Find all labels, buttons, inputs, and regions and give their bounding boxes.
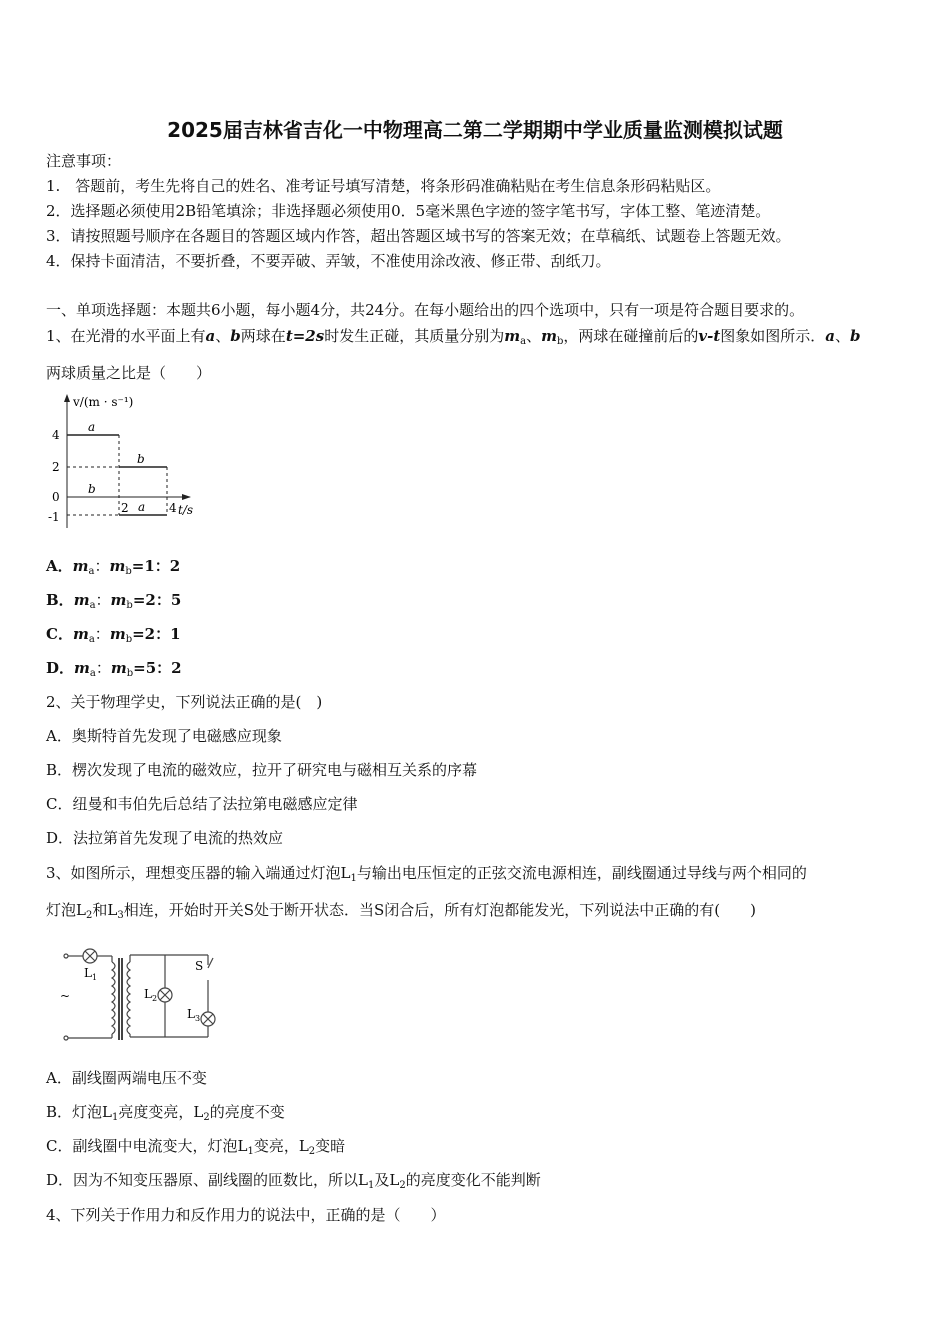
q3-stem-line1: 3、如图所示，理想变压器的输入端通过灯泡$L_1$与输出电压恒定的正弦交流电源相连，副线圈通过导线与两个相同的 xyxy=(46,864,807,884)
q3-option-a: A．副线圈两端电压不变 xyxy=(46,1069,207,1087)
note-item: 3．请按照题号顺序在各题目的答题区域内作答，超出答题区域书写的答案无效；在草稿纸、试题卷上答题无效。 xyxy=(46,227,791,245)
y-tick: 2 xyxy=(52,460,60,474)
label-b: b xyxy=(88,482,96,496)
q4-stem: 4、下列关于作用力和反作用力的说法中，正确的是（ ） xyxy=(46,1206,446,1224)
transformer-circuit xyxy=(50,940,230,1050)
switch-label: S xyxy=(195,959,204,973)
secondary-coil xyxy=(127,962,130,1034)
x-tick: 2 xyxy=(121,501,129,515)
q1-option-d: D．$m_a$：$m_b=5$：2 xyxy=(46,659,182,679)
label-a: a xyxy=(88,420,96,434)
l1-label: $L_1$ xyxy=(84,966,98,982)
ac-source-label: ~ xyxy=(60,989,71,1003)
section-heading: 一、单项选择题：本题共6小题，每小题4分，共24分。在每小题给出的四个选项中，只有一项是符合题目要求的。 xyxy=(46,301,805,319)
label-b: b xyxy=(137,452,145,466)
primary-coil xyxy=(112,962,115,1034)
q2-option-d: D．法拉第首先发现了电流的热效应 xyxy=(46,829,284,847)
x-axis-label: t/s xyxy=(178,503,194,517)
q3-option-d: D．因为不知变压器原、副线圈的匝数比，所以$L_1$及$L_2$的亮度变化不能判断 xyxy=(46,1171,541,1191)
q2-option-b: B．楞次发现了电流的磁效应，拉开了研究电与磁相互关系的序幕 xyxy=(46,761,478,779)
l2-label: $L_2$ xyxy=(144,987,158,1003)
note-item: 4．保持卡面清洁，不要折叠，不要弄破、弄皱，不准使用涂改液、修正带、刮纸刀。 xyxy=(46,252,611,270)
q1-option-c: C．$m_a$：$m_b=2$：1 xyxy=(46,625,181,645)
q2-option-c: C．纽曼和韦伯先后总结了法拉第电磁感应定律 xyxy=(46,795,358,813)
switch-s xyxy=(208,958,213,968)
q2-stem: 2、关于物理学史，下列说法正确的是( ) xyxy=(46,693,323,711)
y-tick: -1 xyxy=(48,510,60,524)
l3-label: $L_3$ xyxy=(187,1007,201,1023)
x-tick: 4 xyxy=(169,501,177,515)
label-a: a xyxy=(138,500,146,514)
note-item: 1. 答题前，考生先将自己的姓名、准考证号填写清楚，将条形码准确粘贴在考生信息条形码粘贴区。 xyxy=(46,177,721,195)
notes-heading: 注意事项： xyxy=(46,152,122,170)
q1-stem-line1: 1、在光滑的水平面上有a、b两球在t=2s时发生正碰，其质量分别为$m_a$、$m_b$，两球在碰撞前后的v-t图象如图所示．a、b xyxy=(46,327,861,347)
q2-option-a: A．奥斯特首先发现了电磁感应现象 xyxy=(46,727,282,745)
page-title: 2025届吉林省吉化一中物理高二第二学期期中学业质量监测模拟试题 xyxy=(167,118,783,142)
y-tick: 0 xyxy=(52,490,60,504)
note-item: 2．选择题必须使用2B铅笔填涂；非选择题必须使用0．5毫米黑色字迹的签字笔书写，字体工整、笔迹清楚。 xyxy=(46,202,771,220)
q3-option-b: B．灯泡$L_1$亮度变亮，$L_2$的亮度不变 xyxy=(46,1103,285,1123)
q1-stem-line2: 两球质量之比是（ ） xyxy=(46,364,212,382)
axis-arrows xyxy=(64,394,191,500)
q1-option-b: B．$m_a$：$m_b=2$：5 xyxy=(46,591,182,611)
q3-stem-line2: 灯泡$L_2$和$L_3$相连，开始时开关S处于断开状态．当S闭合后，所有灯泡都能发光，下列说法中正确的有( ) xyxy=(46,901,756,921)
vt-graph xyxy=(40,390,210,530)
y-axis-label: v/(m · s⁻¹) xyxy=(73,395,134,409)
q3-option-c: C．副线圈中电流变大，灯泡$L_1$变亮，$L_2$变暗 xyxy=(46,1137,346,1157)
y-tick: 4 xyxy=(52,428,60,442)
q1-option-a: A．$m_a$：$m_b=1$：2 xyxy=(46,557,181,577)
